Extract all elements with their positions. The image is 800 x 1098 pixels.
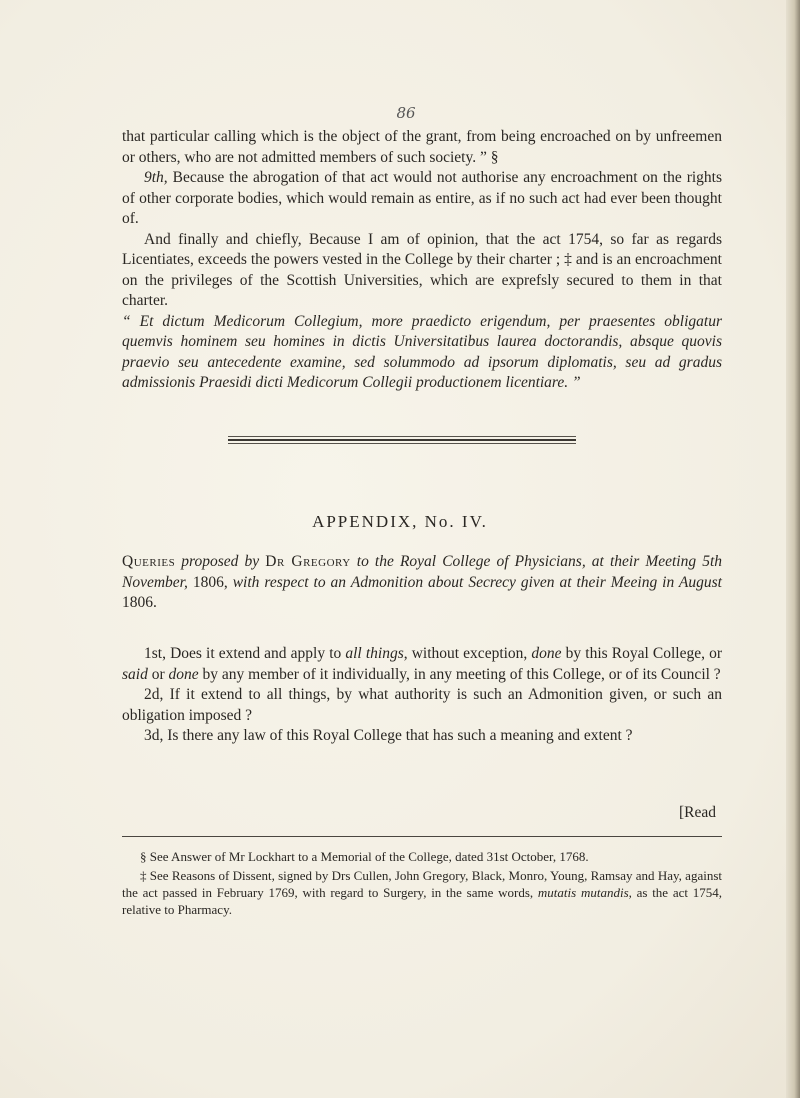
page-number: 86 [396,104,416,122]
queries-year: 1806, [192,573,228,591]
footnote-2-text-a: ‡ See Reasons of Dissent, signed by Drs Cullen, John Gregory, Black, Monro, Young, Ramsay and Hay, against the act passed in February 1769, with regard to Surgery, in the same words, [122,868,722,900]
latin-open-quote: “ [122,312,140,330]
queries-part2: to the Royal College of Physicians, at their Meeting 5th November, [122,553,722,591]
q1-text-c: by this Royal College, or [561,645,723,662]
question-third [122,726,722,747]
divider-thin-line [228,436,576,437]
q3-number: 3d, [144,727,164,744]
q1-text-d: or [147,665,169,683]
footnote-double-dagger [122,867,722,918]
q1-emphasis-done: done [531,645,562,662]
latin-quote-text: Et dictum Medicorum Collegium, more praedicto erigendum, per praesentes obligatur quemvis hominem seu homines in dictis Universitatibus laurea doctorandis, absque quovis praevio seu antecedente examine, sed solummodo ad ipsorum diplomatis, seu ad gradus admissionis Praesidi dicti Medicorum Collegii productionem licentiare. [122,312,722,391]
q1-text-b: , without exception, [403,645,532,662]
queries-heading [122,552,722,614]
footnote-rule [122,836,722,837]
q1-text-a: Does it extend and apply to [165,645,346,662]
paragraph-finally: And finally and chiefly, Because I am of opinion, that the act 1754, so far as regards Licentiates, exceeds the powers vested in the College by their charter ; ‡ and is an encroachment on the privileges of the Scottish Universities, which are exprefsly secured to them in that charter. [122,230,722,309]
paragraph-encroachment: that particular calling which is the object of the grant, from being encroached on by unfreemen or others, who are not admitted members of such society. ” § [122,128,722,166]
footnote-2-text-b: , as the act 1754, relative to Pharmacy. [122,885,722,917]
queries-heading-block [122,552,722,614]
main-text-top [122,127,722,394]
questions-block [122,644,722,747]
question-second [122,685,722,726]
queries-part3: with respect to an Admonition about Secrecy given at their Meeing in August [227,573,722,591]
latin-close-quote: ” [568,374,581,391]
question-first [122,644,722,685]
queries-doctor: Dr Gregory [265,553,351,570]
ninth-text: Because the abrogation of that act would not authorise any encroachment on the rights of other corporate bodies, which would remain as entire, as if no such act had ever been thought of. [122,169,722,227]
divider-thin-line [228,443,576,444]
q1-emphasis-done-2: done [168,665,199,683]
latin-quote [122,312,722,394]
q2-number: 2d, [144,686,164,703]
page-edge-shadow [786,0,800,1098]
divider-thick-line [228,439,576,441]
q1-text-e: by any member of it individually, in any meeting of this College, or of its Council ? [198,665,721,683]
queries-lead: Queries [122,553,176,570]
q1-emphasis-said: said [122,665,148,683]
footnote-2-emphasis: mutatis mutandis [537,885,629,900]
section-divider [228,436,576,446]
queries-year2: 1806. [122,594,157,611]
q3-text: Is there any law of this Royal College that has such a meaning and extent ? [163,727,633,744]
q2-text: If it extend to all things, by what authority is such an Admonition given, or such an obligation imposed ? [122,686,722,724]
paragraph-ninth [122,168,722,230]
footnote-section-mark: § See Answer of Mr Lockhart to a Memorial of the College, dated 31st October, 1768. [140,849,589,864]
q1-number: 1st, [144,645,166,662]
ninth-number: 9th, [144,169,168,186]
queries-part1: proposed by [175,553,266,570]
appendix-heading: APPENDIX, No. IV. [312,512,488,531]
footnotes [122,848,722,920]
catchword: [Read [678,804,716,821]
q1-emphasis-all-things: all things [345,645,404,662]
